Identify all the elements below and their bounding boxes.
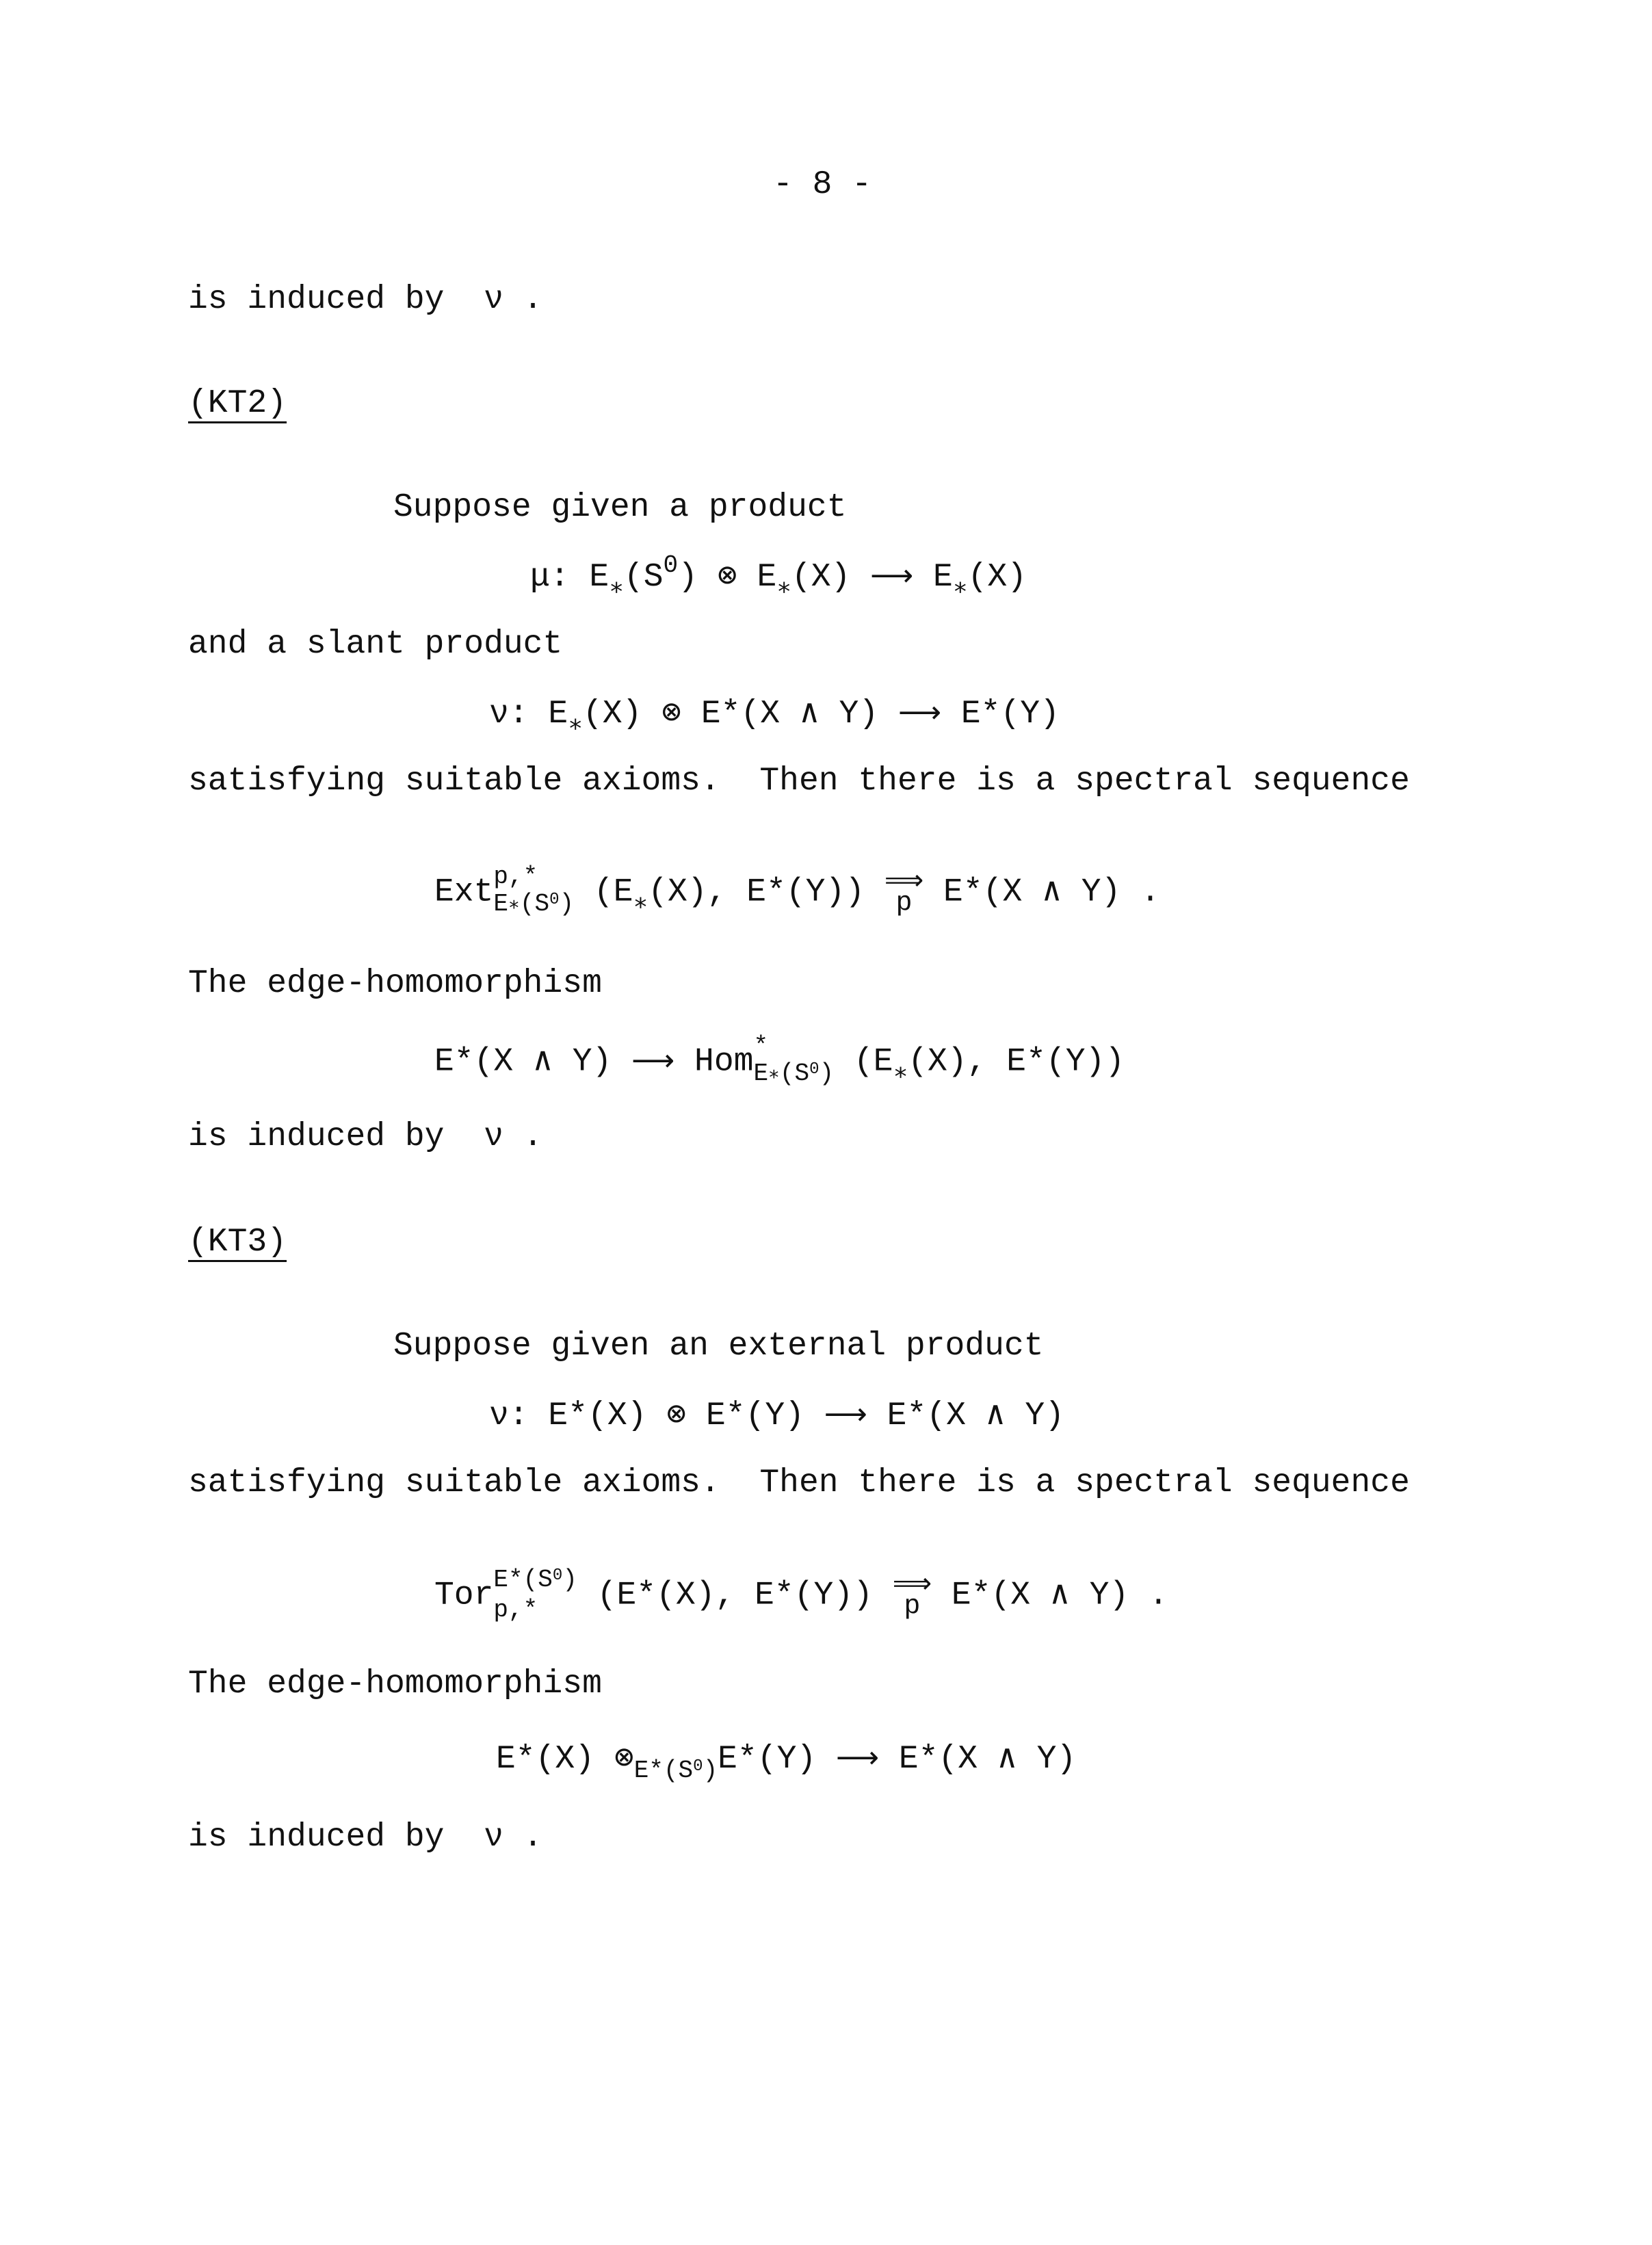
text-line: and a slant product	[188, 626, 563, 663]
formula-nu-slant: ν: $E_∗(X)$ ⊗ E*(X ∧ Y) ⟶ E*(Y)	[489, 695, 1060, 739]
formula-hom-edge-map: E*(X ∧ Y) ⟶ Hom * $E∗(S^0)$ ($E_∗(X)$, E*(Y))	[434, 1032, 1125, 1088]
formula-ext-spectral-sequence: Ext p,* $E∗(S^0)$ ($E_∗(X)$, E*(Y)) ⟹ p E*(X ∧ Y) .	[434, 863, 1160, 919]
text-line: satisfying suitable axioms. Then there is a spectral sequence	[188, 1465, 1410, 1501]
formula-nu-external: ν: E*(X) ⊗ E*(Y) ⟶ E*(X ∧ Y)	[489, 1397, 1064, 1434]
text-line: Suppose given a product	[393, 489, 847, 526]
text-line: The edge-homomorphism	[188, 1666, 602, 1703]
page-number: - 8 -	[773, 166, 872, 203]
text-line: satisfying suitable axioms. Then there is a spectral sequence	[188, 763, 1410, 800]
formula-tor-spectral-sequence: Tor $E*(S^0)$ p,* (E*(X), E*(Y)) ⟹ p E*(X ∧ Y) .	[434, 1566, 1168, 1624]
text-line: is induced by ν .	[188, 281, 543, 318]
section-heading-kt3: (KT3)	[188, 1224, 287, 1261]
text-line: The edge-homomorphism	[188, 965, 602, 1002]
text-line: Suppose given an external product	[393, 1328, 1044, 1365]
section-heading-kt2: (KT2)	[188, 385, 287, 422]
formula-mu: μ: $E_∗(S^0)$ ⊗ $E_∗(X)$ ⟶ $E_∗(X)$	[530, 551, 1027, 603]
text-line: is induced by ν .	[188, 1118, 543, 1155]
formula-tensor-edge-map: E*(X) $\otimes_{E*(S^0)}E*(Y)$ ⟶ E*(X ∧ Y)	[496, 1740, 1077, 1785]
text-line: is induced by ν .	[188, 1819, 543, 1856]
